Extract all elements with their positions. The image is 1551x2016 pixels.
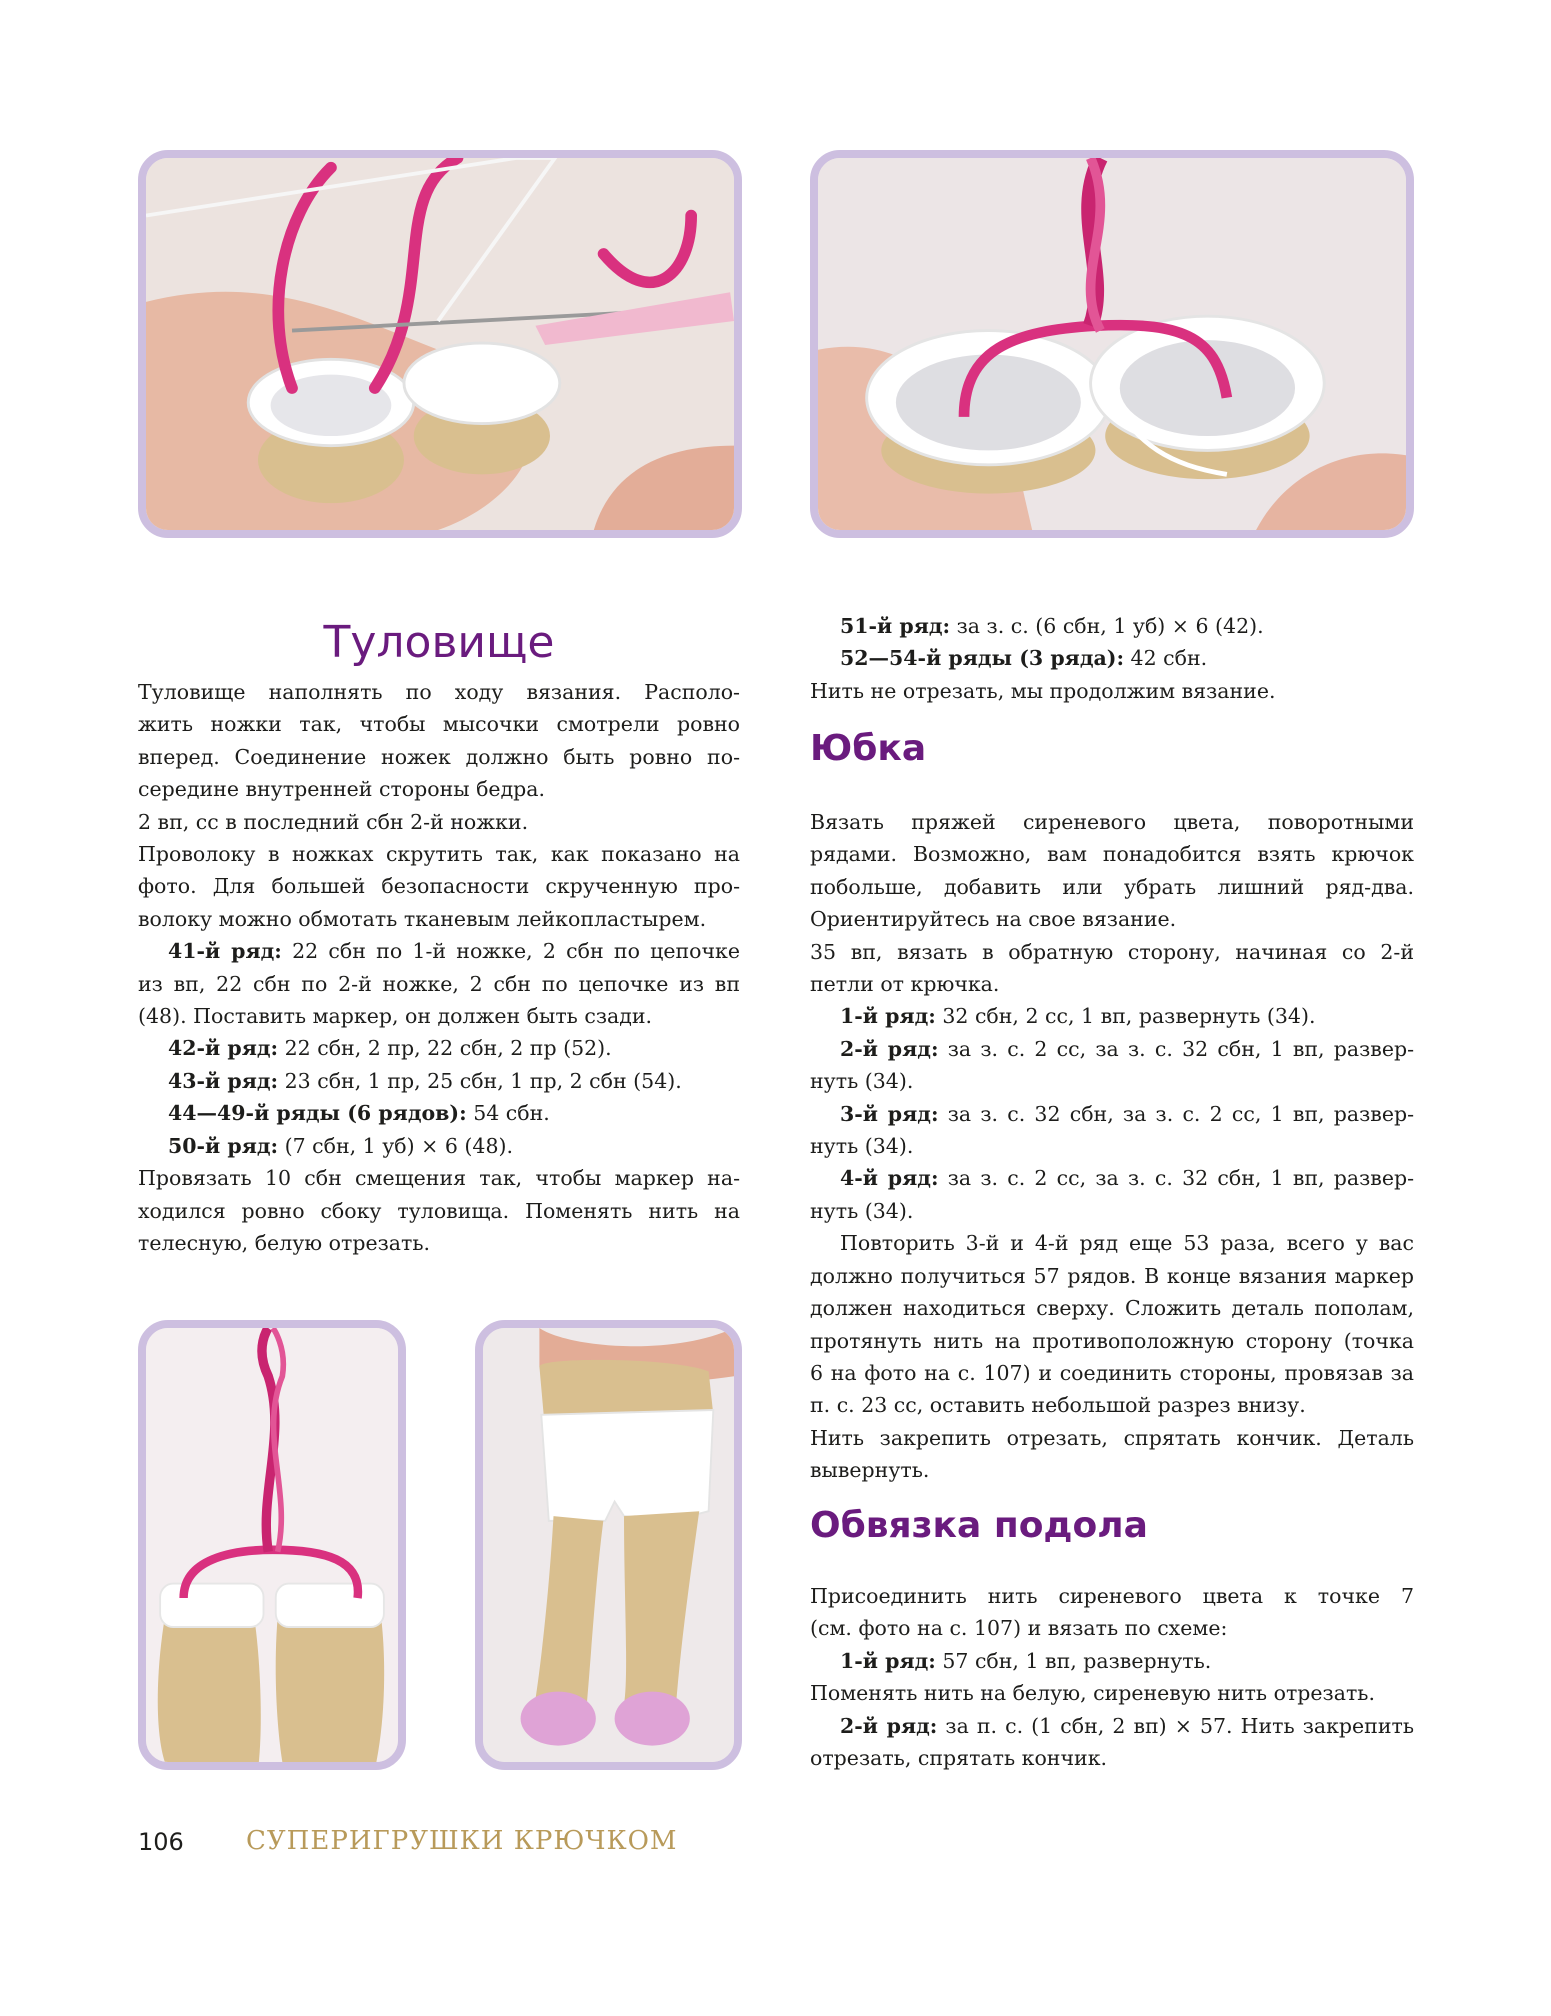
hem-row-2-cont: отрезать, спрятать кончик. [810,1746,1108,1771]
wire-line: фото. Для большей безопасности скрученную про- [138,874,740,899]
row-41-text: 22 сбн по 1-й ножке, 2 сбн по цепочке [281,939,740,964]
page-number: 106 [138,1828,184,1856]
skirt-row-2-text: за з. с. 2 сс, за з. с. 32 сбн, 1 вп, развер- [938,1036,1414,1061]
row-51 [810,610,1414,642]
row-42 [138,1032,740,1064]
skirt-intro-line: рядами. Возможно, вам понадобится взять крючок [810,842,1414,867]
skirt-row-1 [810,1000,1414,1032]
row-50-text: (7 сбн, 1 уб) × 6 (48). [278,1133,514,1158]
hem-row-2-text: за п. с. (1 сбн, 2 вп) × 57. Нить закрепить [937,1713,1415,1738]
shift-line: телесную, белую отрезать. [138,1230,430,1255]
section-title-skirt: Юбка [810,728,927,769]
repeat-line: 6 на фото на с. 107) и соединить стороны, провязав за [810,1360,1414,1385]
fasten-line: Нить закрепить отрезать, спрятать кончик. Деталь [810,1425,1414,1450]
row-44-49-label: 44—49-й ряды (6 рядов): [168,1101,467,1126]
row-43-label: 43-й ряд: [168,1068,279,1093]
row-50 [138,1130,740,1162]
body-text-column [138,676,740,1259]
hem-row-1-text: 57 сбн, 1 вп, развернуть. [935,1648,1212,1673]
row-42-text: 22 сбн, 2 пр, 22 сбн, 2 пр (52). [278,1036,612,1061]
instruction-2vp: 2 вп, сс в последний сбн 2-й ножки. [138,809,529,834]
repeat-line: должно получиться 57 рядов. В конце вязания маркер [810,1263,1414,1288]
skirt-row-3-cont: нуть (34). [810,1134,914,1159]
row-44-49 [138,1097,740,1129]
skirt-intro-line: Ориентируйтесь на свое вязание. [810,907,1177,932]
row-43-text: 23 сбн, 1 пр, 25 сбн, 1 пр, 2 сбн (54). [278,1068,682,1093]
hem-text-column [810,1580,1414,1774]
skirt-row-4-text: за з. с. 2 сс, за з. с. 32 сбн, 1 вп, развер- [938,1166,1414,1191]
section-title-body: Туловище [323,617,555,669]
hem-intro-line: Присоединить нить сиреневого цвета к точке 7 [810,1584,1414,1608]
row-52-54-text: 42 сбн. [1124,646,1208,671]
wire-line: волоку можно обмотать тканевым лейкопластырем. [138,906,707,931]
hem-row-1 [810,1645,1414,1677]
intro-line: вперед. Соединение ножек должно быть ровно по- [138,744,740,769]
photo-legs-finished [475,1320,742,1770]
intro-line: Туловище наполнять по ходу вязания. Располо- [138,680,740,704]
hem-intro-line: (см. фото на с. 107) и вязать по схеме: [810,1616,1228,1641]
fasten-line: вывернуть. [810,1458,930,1483]
skirt-row-1-label: 1-й ряд: [840,1004,936,1029]
row-52-54 [810,642,1414,674]
right-text-column [810,610,1414,707]
skirt-row-2 [810,1033,1414,1065]
row-41 [138,935,740,967]
hem-row-1-label: 1-й ряд: [840,1648,936,1673]
section-title-hem: Обвязка подола [810,1505,1148,1546]
no-cut-line: Нить не отрезать, мы продолжим вязание. [810,678,1276,703]
skirt-row-1-text: 32 сбн, 2 сс, 1 вп, развернуть (34). [935,1004,1316,1029]
skirt-row-4 [810,1162,1414,1194]
photo-legs-wire [138,1320,406,1770]
change-thread-line: Поменять нить на белую, сиреневую нить отрезать. [810,1681,1375,1706]
row-52-54-label: 52—54-й ряды (3 ряда): [840,646,1125,671]
skirt-row-3-text: за з. с. 32 сбн, за з. с. 2 сс, 1 вп, развер- [938,1101,1414,1126]
skirt-row-2-label: 2-й ряд: [840,1036,939,1061]
row-43 [138,1065,740,1097]
hem-row-2 [810,1710,1414,1742]
row-51-label: 51-й ряд: [840,614,951,638]
book-title: СУПЕРИГРУШКИ КРЮЧКОМ [246,1826,678,1856]
photo-wire-twist [810,150,1414,538]
skirt-row-3-label: 3-й ряд: [840,1101,939,1126]
intro-line: середине внутренней стороны бедра. [138,777,546,802]
photo-legs-hook [138,150,742,538]
repeat-line: должен находиться сверху. Сложить деталь пополам, [810,1296,1414,1321]
row-41-cont: из вп, 22 сбн по 2-й ножке, 2 сбн по цепочке из вп [138,971,740,996]
skirt-row-3 [810,1098,1414,1130]
row-41-cont: (48). Поставить маркер, он должен быть сзади. [138,1004,653,1029]
skirt-35-line: 35 вп, вязать в обратную сторону, начиная со 2-й [810,939,1414,964]
skirt-intro-line: побольше, добавить или убрать лишний ряд-два. [810,874,1414,899]
repeat-line: протянуть нить на противоположную сторону (точка [810,1328,1414,1353]
row-50-label: 50-й ряд: [168,1133,279,1158]
row-42-label: 42-й ряд: [168,1036,279,1061]
skirt-intro-line: Вязать пряжей сиреневого цвета, поворотными [810,810,1414,834]
row-51-text: за з. с. (6 сбн, 1 уб) × 6 (42). [950,614,1264,638]
row-44-49-text: 54 сбн. [466,1101,550,1126]
shift-line: Провязать 10 сбн смещения так, чтобы маркер на- [138,1166,740,1191]
skirt-row-2-cont: нуть (34). [810,1069,914,1094]
skirt-row-4-label: 4-й ряд: [840,1166,939,1191]
wire-line: Проволоку в ножках скрутить так, как показано на [138,842,740,867]
skirt-text-column [810,806,1414,1487]
row-41-label: 41-й ряд: [168,939,282,964]
hem-row-2-label: 2-й ряд: [840,1713,938,1738]
repeat-line: Повторить 3-й и 4-й ряд еще 53 раза, всего у вас [840,1231,1414,1256]
shift-line: ходился ровно сбоку туловища. Поменять нить на [138,1198,740,1223]
skirt-35-line: петли от крючка. [810,972,1000,997]
repeat-line: п. с. 23 сс, оставить небольшой разрез внизу. [810,1393,1306,1418]
intro-line: жить ножки так, чтобы мысочки смотрели ровно [138,712,740,737]
skirt-row-4-cont: нуть (34). [810,1198,914,1223]
